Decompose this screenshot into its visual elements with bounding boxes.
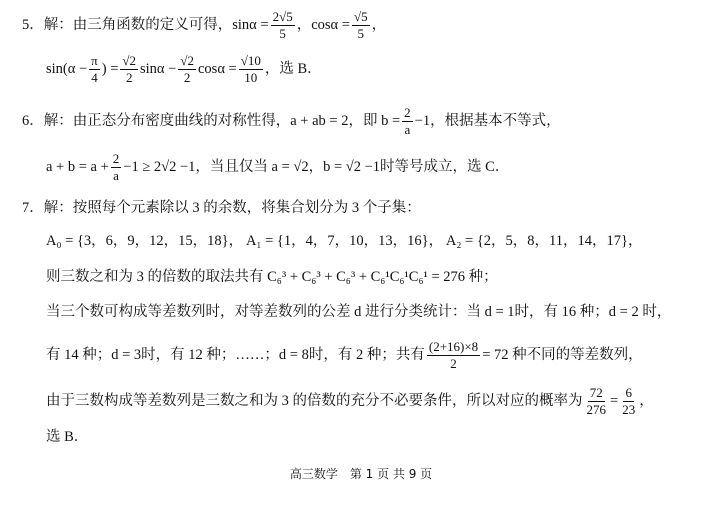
fraction-numerator: 2: [112, 151, 120, 166]
fraction-denominator: 2: [183, 69, 191, 85]
fraction-denominator: 2: [450, 355, 457, 371]
fraction-root2: [178, 54, 196, 84]
q7-text: =: [610, 392, 619, 409]
fraction-numerator: (2+16)×8: [428, 339, 479, 354]
q5-line-1: [22, 10, 386, 40]
q5-text: cosα =: [197, 60, 237, 77]
fraction-numerator: √2: [180, 53, 194, 68]
fraction-numerator: 6: [625, 385, 632, 400]
fraction-denominator: 5: [279, 25, 286, 41]
fraction-cos: [352, 10, 370, 40]
fraction-numerator: √5: [353, 9, 368, 24]
q5-text: 5．解：由三角函数的定义可得，sinα =: [22, 16, 269, 33]
fraction-root2: [120, 54, 138, 84]
q7-text: 当三个数可构成等差数列时，对等差数列的公差 d 进行分类统计：当 d = 1时，有 16 种；d = 2 时，: [46, 304, 672, 320]
q6-line-1: [22, 106, 561, 136]
q6-text: −1，根据基本不等式，: [414, 112, 561, 129]
fraction-sum: [427, 340, 480, 370]
q5-text: ，选 B．: [264, 60, 322, 77]
q7-text: ，: [639, 392, 654, 409]
fraction-denominator: a: [404, 121, 411, 137]
fraction-pi: [89, 54, 100, 84]
q7-text: 有 14 种；d = 3时，有 12 种；……；d = 8时，有 2 种；共有: [46, 346, 425, 363]
fraction-b: [402, 106, 413, 136]
q6-line-2: [46, 152, 509, 182]
fraction-denominator: 5: [357, 25, 365, 41]
q6-text: 6．解：由正态分布密度曲线的对称性得，a + ab = 2，即 b =: [22, 112, 401, 129]
fraction-denominator: 276: [586, 401, 606, 417]
fraction-numerator: √2: [122, 53, 137, 68]
q7-line-1: [22, 201, 421, 216]
q5-line-2: [46, 54, 322, 84]
fraction-denominator: a: [113, 167, 119, 183]
q7-line-5: [46, 340, 643, 370]
q5-text: ，: [371, 16, 387, 33]
fraction-2-over-a: [111, 152, 122, 182]
q7-text: A₀ = {3，6，9，12，15，18}， A₁ = {1，4，7，10，13，16}， A₂ = {2，5，8，11，14，17}，: [46, 233, 643, 249]
q6-text: a + b = a +: [46, 158, 109, 175]
fraction-probability: [585, 386, 609, 416]
q6-text: −1 ≥ 2√2 −1，当且仅当 a = √2，b = √2 −1时等号成立，选 C．: [123, 158, 510, 175]
q5-text: ) =: [101, 60, 119, 77]
q7-text: 选 B．: [46, 429, 89, 445]
q5-text: sin(α −: [46, 60, 88, 77]
fraction-root10: [239, 54, 263, 84]
q7-line-7: [46, 430, 88, 445]
fraction-numerator: 2√5: [272, 9, 293, 24]
q7-line-3: [46, 270, 498, 285]
q5-text: ，cosα =: [296, 16, 350, 33]
fraction-denominator: 10: [244, 69, 258, 85]
q7-line-6: [46, 386, 654, 416]
page-footer: 高三数学 第 1 页 共 9 页: [289, 467, 433, 481]
fraction-denominator: 23: [622, 401, 636, 417]
fraction-denominator: 4: [91, 69, 98, 85]
q7-text: 则三数之和为 3 的倍数的取法共有 C₆³ + C₆³ + C₆³ + C₆¹C₆¹C₆¹ = 276 种；: [46, 269, 498, 285]
fraction-denominator: 2: [125, 69, 133, 85]
q7-line-2: [46, 234, 642, 249]
q5-text: sinα −: [140, 60, 177, 77]
q7-text: 7．解：按照每个元素除以 3 的余数，将集合划分为 3 个子集：: [22, 200, 421, 216]
fraction-numerator: 2: [404, 105, 411, 120]
fraction-sin: [271, 10, 295, 40]
q7-text: 由于三数构成等差数列是三数之和为 3 的倍数的充分不必要条件，所以对应的概率为: [46, 392, 583, 409]
fraction-numerator: √10: [240, 53, 261, 68]
q7-line-4: [46, 305, 671, 320]
fraction-numerator: π: [91, 53, 98, 68]
q7-text: = 72 种不同的等差数列，: [482, 346, 643, 363]
fraction-probability-simplified: [620, 386, 637, 416]
fraction-numerator: 72: [589, 385, 603, 400]
